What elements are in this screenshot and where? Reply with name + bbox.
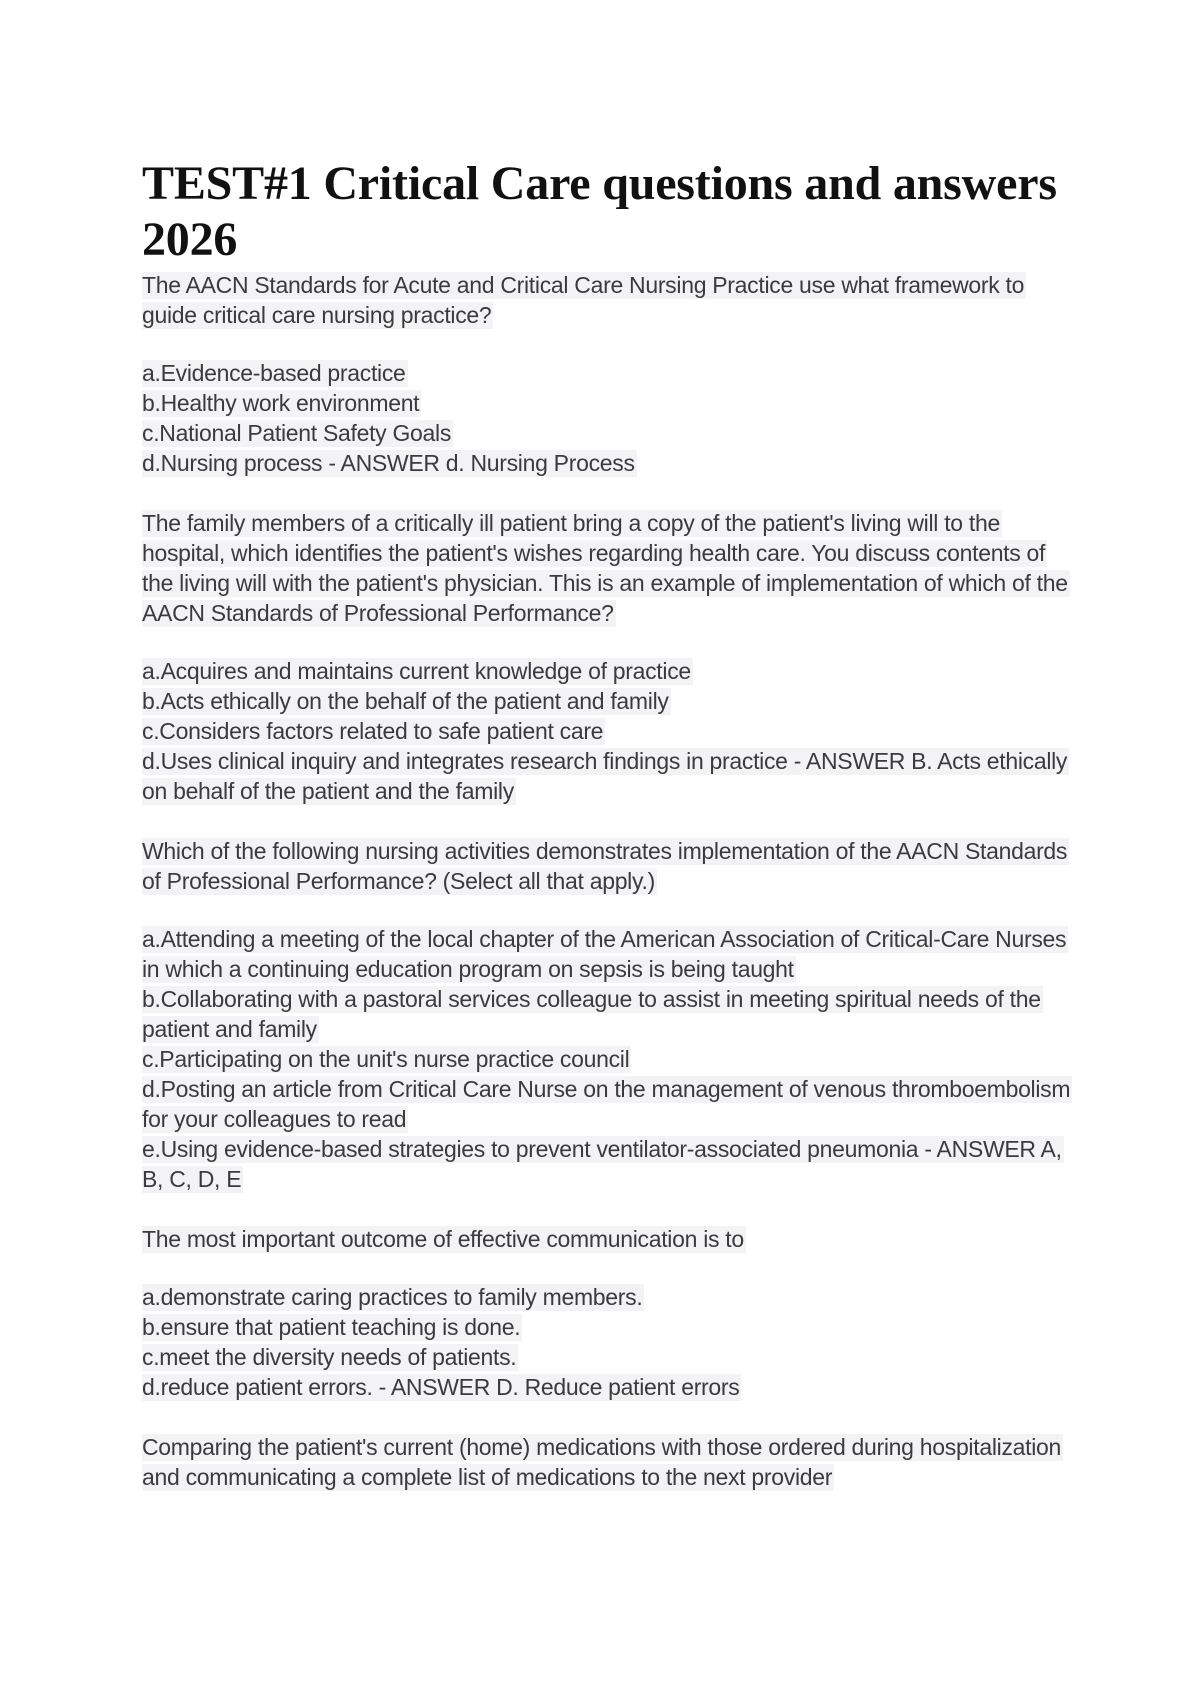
document-content: [142, 156, 1072, 1522]
answer-option: b.Healthy work environment: [142, 390, 420, 416]
question-block-5: [142, 1432, 1072, 1492]
question-text: The family members of a critically ill patient bring a copy of the patient's living will to the hospital, which identifies the patient's wishes regarding health care. You discuss contents of the living will with the patient's physician. This is an example of implementation of which of the AACN Standards of Professional Performance?: [142, 510, 1068, 626]
answer-option: d.Nursing process - ANSWER d. Nursing Process: [142, 450, 635, 476]
answer-option: d.Posting an article from Critical Care Nurse on the management of venous thromboembolism for your colleagues to read: [142, 1076, 1071, 1132]
answer-option: e.Using evidence-based strategies to prevent ventilator-associated pneumonia - ANSWER A, B, C, D, E: [142, 1136, 1062, 1192]
question-text: The AACN Standards for Acute and Critical Care Nursing Practice use what framework to guide critical care nursing practice?: [142, 272, 1025, 328]
answer-options: [142, 1282, 1072, 1402]
question-block-1: [142, 270, 1072, 478]
question-text: Comparing the patient's current (home) medications with those ordered during hospitalization and communicating a complete list of medications to the next provider: [142, 1434, 1062, 1490]
answer-option: c.meet the diversity needs of patients.: [142, 1344, 517, 1370]
answer-options: [142, 358, 1072, 478]
question-block-4: [142, 1224, 1072, 1402]
question-block-2: [142, 508, 1072, 806]
question-text: The most important outcome of effective communication is to: [142, 1226, 744, 1252]
document-title: TEST#1 Critical Care questions and answers 2026: [142, 157, 1057, 266]
answer-option: c.Participating on the unit's nurse practice council: [142, 1046, 630, 1072]
answer-option: a.demonstrate caring practices to family members.: [142, 1284, 643, 1310]
answer-option: d.reduce patient errors. - ANSWER D. Reduce patient errors: [142, 1374, 740, 1400]
answer-option: c.National Patient Safety Goals: [142, 420, 452, 446]
answer-option: c.Considers factors related to safe patient care: [142, 718, 604, 744]
answer-option: a.Attending a meeting of the local chapter of the American Association of Critical-Care Nurses in which a continuing education program on sepsis is being taught: [142, 926, 1067, 982]
question-block-3: [142, 836, 1072, 1194]
question-text: Which of the following nursing activities demonstrates implementation of the AACN Standards of Professional Performance? (Select all that apply.): [142, 838, 1068, 894]
answer-option: d.Uses clinical inquiry and integrates research findings in practice - ANSWER B. Acts ethically on behalf of the patient and the family: [142, 748, 1068, 804]
answer-option: b.Collaborating with a pastoral services colleague to assist in meeting spiritual needs of the patient and family: [142, 986, 1041, 1042]
answer-option: a.Evidence-based practice: [142, 360, 406, 386]
answer-option: a.Acquires and maintains current knowledge of practice: [142, 658, 691, 684]
answer-options: [142, 656, 1072, 806]
answer-option: b.ensure that patient teaching is done.: [142, 1314, 521, 1340]
answer-option: b.Acts ethically on the behalf of the patient and family: [142, 688, 669, 714]
answer-options: [142, 924, 1072, 1194]
